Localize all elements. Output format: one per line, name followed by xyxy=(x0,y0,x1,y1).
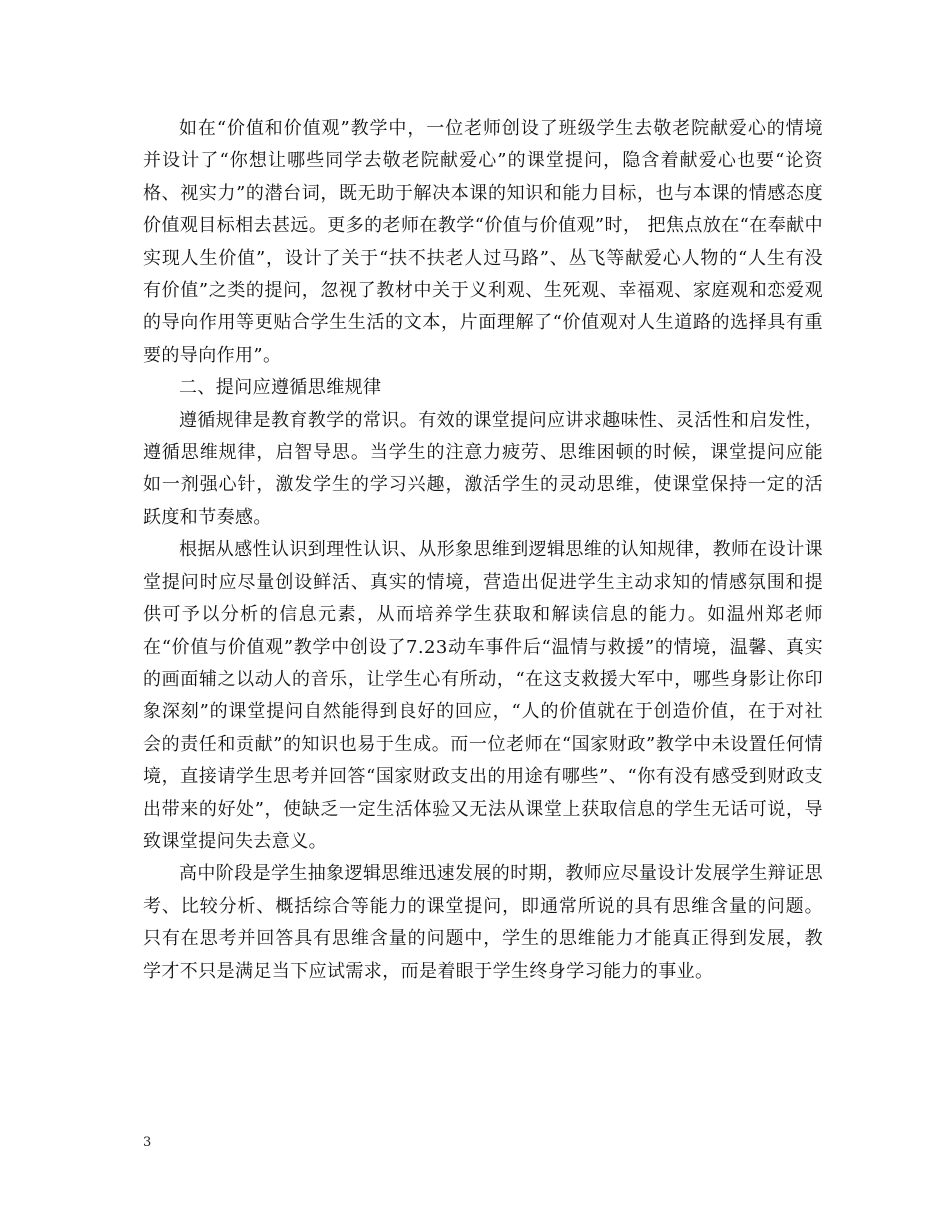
document-body xyxy=(143,113,823,988)
paragraph-cognitive-rules: 根据从感性认识到理性认识、从形象思维到逻辑思维的认知规律，教师在设计课堂提问时应尽量创设鲜活、真实的情境，营造出促进学生主动求知的情感氛围和提供可予以分析的信息元素，从而培养学生获取和解读信息的能力。如温州郑老师在“价值与价值观”教学中创设了7.23动车事件后“温情与救援”的情境，温馨、真实的画面辅之以动人的音乐，让学生心有所动，“在这支救援大军中，哪些身影让你印象深刻”的课堂提问自然能得到良好的回应，“人的价值就在于创造价值，在于对社会的责任和贡献”的知识也易于生成。而一位老师在“国家财政”教学中未设置任何情境，直接请学生思考并回答“国家财政支出的用途有哪些”、“你有没有感受到财政支出带来的好处”，使缺乏一定生活体验又无法从课堂上获取信息的学生无话可说，导致课堂提问失去意义。 xyxy=(143,539,823,852)
paragraph-follow-rules: 遵循规律是教育教学的常识。有效的课堂提问应讲求趣味性、灵活性和启发性，遵循思维规律，启智导思。当学生的注意力疲劳、思维困顿的时候，课堂提问应能如一剂强心针，激发学生的学习兴趣，激活学生的灵动思维，使课堂保持一定的活跃度和节奏感。 xyxy=(143,409,823,528)
paragraph-value-example: 如在“价值和价值观”教学中，一位老师创设了班级学生去敬老院献爱心的情境并设计了“你想让哪些同学去敬老院献爱心”的课堂提问，隐含着献爱心也要“论资格、视实力”的潜台词，既无助于解决本课的知识和能力目标，也与本课的情感态度价值观目标相去甚远。更多的老师在教学“价值与价值观”时， 把焦点放在“在奉献中实现人生价值”，设计了关于“扶不扶老人过马路”、丛飞等献爱心人物的“人生有没有价值”之类的提问，忽视了教材中关于义利观、生死观、幸福观、家庭观和恋爱观的导向作用等更贴合学生生活的文本，片面理解了“价值观对人生道路的选择具有重要的导向作用”。 xyxy=(143,118,823,366)
page-number: 3 xyxy=(143,1135,152,1150)
paragraph-high-school-thinking: 高中阶段是学生抽象逻辑思维迅速发展的时期，教师应尽量设计发展学生辩证思考、比较分析、概括综合等能力的课堂提问，即通常所说的具有思维含量的问题。只有在思考并回答具有思维含量的问题中，学生的思维能力才能真正得到发展，教学才不只是满足当下应试需求，而是着眼于学生终身学习能力的事业。 xyxy=(143,863,823,982)
section-heading-thinking-rules: 二、提问应遵循思维规律 xyxy=(179,377,382,399)
